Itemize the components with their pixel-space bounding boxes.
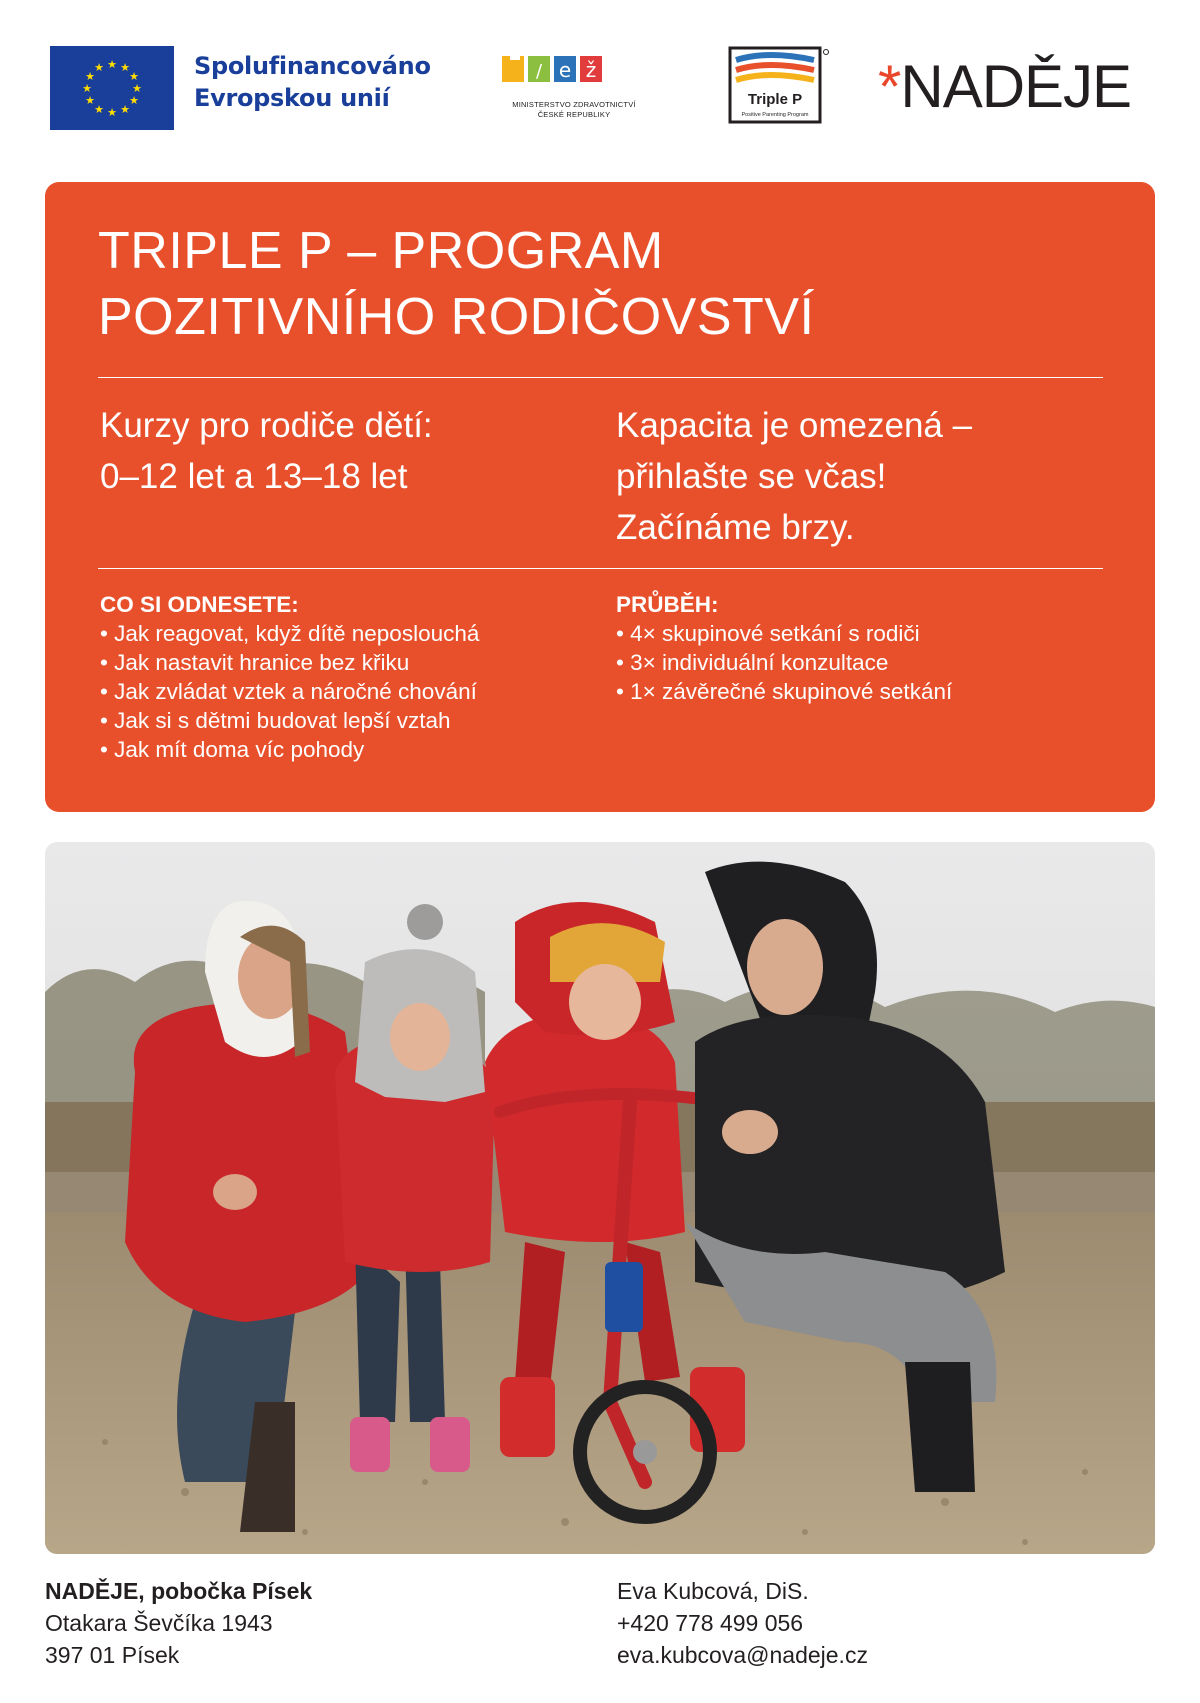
nadeje-logo bbox=[878, 52, 1131, 122]
contact-info bbox=[617, 1575, 868, 1671]
svg-text:e: e bbox=[558, 58, 572, 82]
svg-text:/: / bbox=[535, 61, 543, 82]
benefits-heading: CO SI ODNESETE: bbox=[100, 592, 299, 617]
svg-text:★: ★ bbox=[85, 94, 95, 107]
triple-p-logo-text: Triple P bbox=[747, 91, 803, 108]
eu-flag-logo bbox=[50, 46, 174, 130]
svg-text:★: ★ bbox=[132, 82, 142, 95]
capacity-line3: Začínáme brzy. bbox=[616, 508, 855, 547]
contact-email[interactable]: eva.kubcova@nadeje.cz bbox=[617, 1642, 868, 1668]
eu-text-line2: Evropskou unií bbox=[194, 84, 390, 112]
svg-text:★: ★ bbox=[85, 70, 95, 83]
divider bbox=[98, 377, 1103, 378]
svg-text:★: ★ bbox=[129, 94, 139, 107]
list-item: • 4× skupinové setkání s rodiči bbox=[616, 619, 952, 648]
contact-phone[interactable]: +420 778 499 056 bbox=[617, 1610, 804, 1636]
family-photo bbox=[45, 842, 1155, 1554]
svg-text:★: ★ bbox=[129, 70, 139, 83]
list-item: • Jak zvládat vztek a náročné chování bbox=[100, 677, 479, 706]
nadeje-logo-text: NADĚJE bbox=[900, 53, 1132, 120]
audience-line2: 0–12 let a 13–18 let bbox=[100, 457, 408, 496]
list-item: • 3× individuální konzultace bbox=[616, 648, 952, 677]
course-heading: PRŮBĚH: bbox=[616, 592, 719, 617]
benefits-list bbox=[100, 619, 479, 764]
course-list bbox=[616, 619, 952, 706]
svg-text:★: ★ bbox=[82, 82, 92, 95]
ministry-text-line2: ČESKÉ REPUBLIKY bbox=[537, 110, 611, 119]
course-audience bbox=[100, 400, 433, 502]
audience-line1: Kurzy pro rodiče dětí: bbox=[100, 406, 433, 445]
list-item: • Jak reagovat, když dítě neposlouchá bbox=[100, 619, 479, 648]
svg-text:★: ★ bbox=[107, 58, 117, 71]
list-item: • 1× závěrečné skupinové setkání bbox=[616, 677, 952, 706]
contact-name: Eva Kubcová, DiS. bbox=[617, 1578, 809, 1604]
triple-p-logo bbox=[728, 46, 832, 126]
ministry-text bbox=[494, 100, 654, 120]
capacity-line2: přihlašte se včas! bbox=[616, 457, 887, 496]
ministry-text-line1: MINISTERSTVO ZDRAVOTNICTVÍ bbox=[512, 100, 636, 109]
office-address bbox=[45, 1575, 312, 1671]
eu-text-line1: Spolufinancováno bbox=[194, 52, 431, 80]
capacity-line1: Kapacita je omezená – bbox=[616, 406, 973, 445]
benefits-section bbox=[100, 590, 479, 764]
title-line2: POZITIVNÍHO RODIČOVSTVÍ bbox=[98, 288, 815, 346]
svg-text:ž: ž bbox=[585, 58, 597, 82]
org-name: NADĚJE, pobočka Písek bbox=[45, 1578, 313, 1604]
title-line1: TRIPLE P – PROGRAM bbox=[98, 222, 664, 280]
city-address: 397 01 Písek bbox=[45, 1642, 180, 1668]
svg-text:★: ★ bbox=[94, 103, 104, 116]
svg-text:★: ★ bbox=[120, 103, 130, 116]
list-item: • Jak nastavit hranice bez křiku bbox=[100, 648, 479, 677]
street-address: Otakara Ševčíka 1943 bbox=[45, 1610, 273, 1636]
svg-text:★: ★ bbox=[120, 61, 130, 74]
svg-text:★: ★ bbox=[94, 61, 104, 74]
course-structure-section bbox=[616, 590, 952, 706]
svg-text:★: ★ bbox=[107, 106, 117, 119]
info-panel bbox=[45, 182, 1155, 812]
list-item: • Jak mít doma víc pohody bbox=[100, 735, 479, 764]
eu-cofinancing-text bbox=[194, 50, 431, 114]
list-item: • Jak si s dětmi budovat lepší vztah bbox=[100, 706, 479, 735]
divider bbox=[98, 568, 1103, 569]
capacity-notice bbox=[616, 400, 972, 553]
triple-p-logo-subtext: Positive Parenting Program bbox=[741, 112, 809, 118]
page-title bbox=[98, 218, 814, 350]
asterisk-icon: * bbox=[878, 53, 901, 120]
